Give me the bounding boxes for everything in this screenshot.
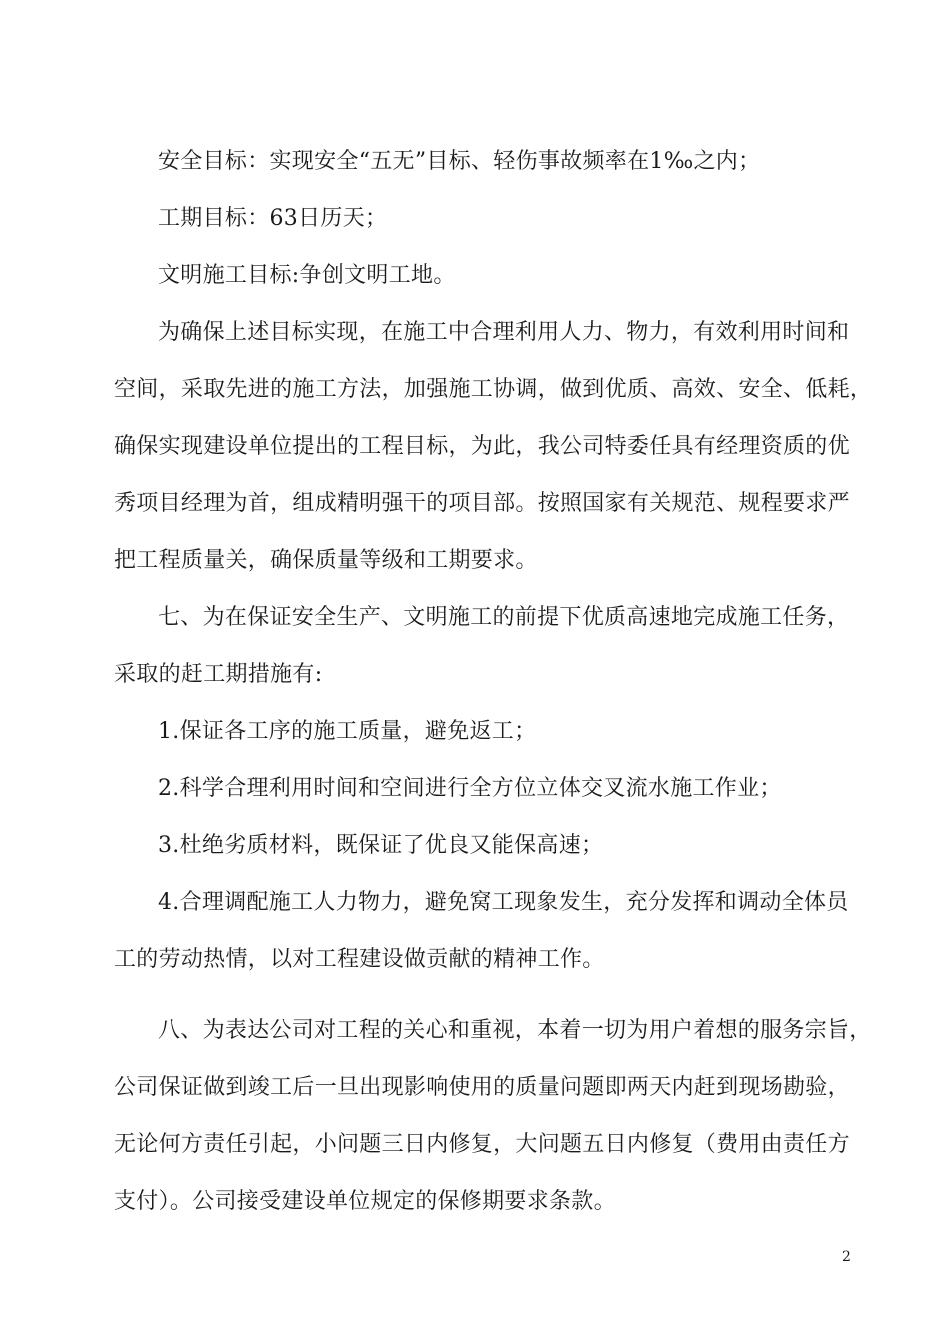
- section-seven-line: 七、为在保证安全生产、文明施工的前提下优质高速地完成施工任务，: [158, 605, 850, 630]
- section-eight-line: 无论何方责任引起，小问题三日内修复，大问题五日内修复（费用由责任方: [114, 1132, 850, 1157]
- paragraph-line: 为确保上述目标实现，在施工中合理利用人力、物力，有效利用时间和: [158, 320, 850, 345]
- page-number: 2: [842, 1249, 851, 1265]
- section-eight-line: 支付）。公司接受建设单位规定的保修期要求条款。: [114, 1189, 616, 1214]
- paragraph-line: 把工程质量关，确保质量等级和工期要求。: [114, 548, 538, 573]
- measure-item-1: 1.保证各工序的施工质量，避免返工；: [158, 719, 537, 744]
- paragraph-line: 确保实现建设单位提出的工程目标，为此，我公司特委任具有经理资质的优: [114, 434, 850, 459]
- section-eight-line: 公司保证做到竣工后一旦出现影响使用的质量问题即两天内赶到现场勘验，: [114, 1075, 850, 1100]
- measure-item-4: 4.合理调配施工人力物力，避免窝工现象发生，充分发挥和调动全体员: [158, 890, 849, 915]
- section-seven-line: 采取的赶工期措施有:: [114, 662, 323, 687]
- civilized-construction-goal-line: 文明施工目标:争创文明工地。: [158, 263, 456, 288]
- section-eight-line: 八、为表达公司对工程的关心和重视，本着一切为用户着想的服务宗旨，: [158, 1018, 872, 1043]
- measure-item-2: 2.科学合理利用时间和空间进行全方位立体交叉流水施工作业；: [158, 776, 782, 801]
- paragraph-line: 秀项目经理为首，组成精明强干的项目部。按照国家有关规范、规程要求严: [114, 491, 850, 516]
- paragraph-line: 空间，采取先进的施工方法，加强施工协调，做到优质、高效、安全、低耗，: [114, 377, 873, 402]
- measure-item-4-continued: 工的劳动热情，以对工程建设做贡献的精神工作。: [114, 947, 605, 972]
- schedule-goal-line: 工期目标：63日历天；: [158, 206, 388, 231]
- safety-goal-line: 安全目标：实现安全“五无”目标、轻伤事故频率在1‰之内；: [158, 149, 761, 174]
- measure-item-3: 3.杜绝劣质材料，既保证了优良又能保高速；: [158, 833, 604, 858]
